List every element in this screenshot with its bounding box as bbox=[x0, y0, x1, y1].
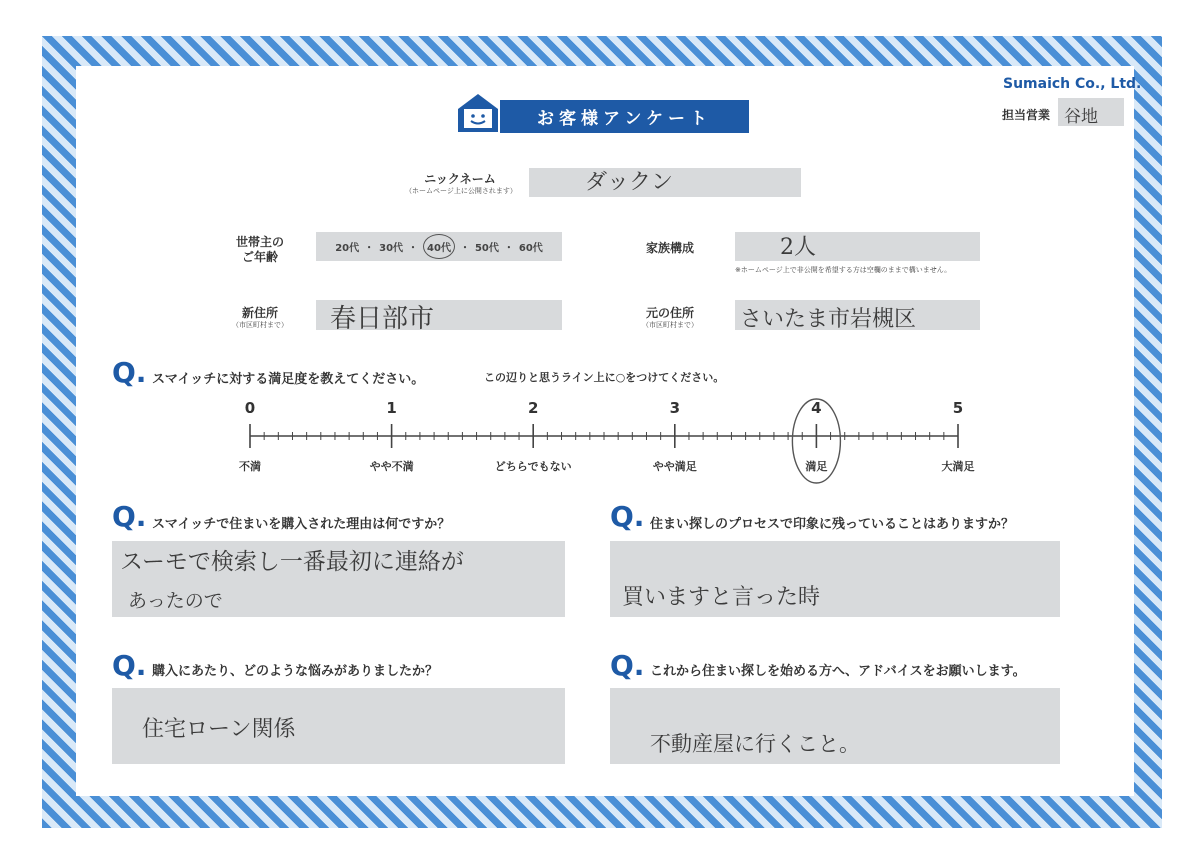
age-option-30: 30代 bbox=[379, 243, 404, 254]
old-address-note: （市区町村まで） bbox=[642, 321, 698, 329]
q-mark: Q. bbox=[112, 356, 147, 389]
scale-label: 不満 bbox=[239, 460, 261, 473]
q2-question: 住まい探しのプロセスで印象に残っていることはありますか？ bbox=[650, 517, 1015, 532]
staff-label: 担当営業 bbox=[1002, 108, 1051, 122]
family-label: 家族構成 bbox=[645, 241, 694, 255]
satisfaction-instruction: この辺りと思うライン上に○をつけてください。 bbox=[484, 371, 725, 384]
page-title: お客様アンケート bbox=[500, 100, 749, 133]
scale-number: 4 bbox=[811, 399, 822, 417]
scale-number: 0 bbox=[244, 399, 256, 417]
scale-label: どちらでもない bbox=[494, 460, 572, 473]
old-address-value: さいたま市岩槻区 bbox=[740, 307, 917, 332]
old-address-label: 元の住所 bbox=[645, 306, 694, 320]
q-mark: Q. bbox=[112, 500, 147, 533]
q4-question: これから住まい探しを始める方へ、アドバイスをお願いします。 bbox=[650, 664, 1026, 679]
nickname-note: （ホームページ上に公開されます） bbox=[405, 187, 517, 195]
scale-number: 5 bbox=[952, 399, 964, 417]
age-option-40: 40代 bbox=[423, 234, 455, 259]
staff-value: 谷地 bbox=[1064, 107, 1098, 127]
q1-answer-line2: あったので bbox=[128, 590, 223, 612]
q3-answer: 住宅ローン関係 bbox=[142, 717, 296, 742]
scale-label: やや満足 bbox=[652, 460, 697, 473]
new-address-note: （市区町村まで） bbox=[232, 321, 288, 329]
new-address-value: 春日部市 bbox=[330, 304, 435, 334]
age-label-1: 世帯主の bbox=[235, 235, 284, 249]
q1-question: スマイッチで住まいを購入された理由は何ですか？ bbox=[152, 517, 451, 532]
age-option-20: 20代 bbox=[335, 243, 360, 254]
scale-number: 3 bbox=[669, 399, 681, 417]
family-note: ※ホームページ上で非公開を希望する方は空欄のままで構いません。 bbox=[735, 266, 952, 274]
age-option-50: 50代 bbox=[474, 243, 499, 254]
scale-number: 1 bbox=[386, 399, 397, 417]
new-address-label: 新住所 bbox=[241, 306, 278, 320]
scale-label: 大満足 bbox=[941, 460, 975, 473]
q2-answer: 買いますと言った時 bbox=[622, 585, 821, 610]
nickname-label: ニックネーム bbox=[424, 172, 496, 186]
age-options: 20代 ・ 30代 ・ 40代 ・ 50代 ・ 60代 bbox=[316, 232, 562, 261]
q1-answer-line1: スーモで検索し一番最初に連絡が bbox=[120, 549, 464, 575]
q4-answer: 不動産屋に行くこと。 bbox=[650, 732, 860, 756]
q-mark: Q. bbox=[610, 649, 645, 682]
q3-question: 購入にあたり、どのような悩みがありましたか？ bbox=[152, 664, 439, 679]
satisfaction-question: スマイッチに対する満足度を教えてください。 bbox=[152, 372, 425, 387]
scale-label: やや不満 bbox=[369, 460, 414, 473]
scale-label: 満足 bbox=[805, 460, 828, 473]
company-name: Sumaich Co., Ltd. bbox=[1003, 76, 1142, 92]
age-option-60: 60代 bbox=[518, 243, 543, 254]
nickname-value: ダックン bbox=[585, 170, 674, 195]
family-value: 2人 bbox=[780, 235, 816, 260]
q-mark: Q. bbox=[610, 500, 645, 533]
q-mark: Q. bbox=[112, 649, 147, 682]
scale-number: 2 bbox=[527, 399, 539, 417]
age-label-2: ご年齢 bbox=[241, 250, 278, 264]
